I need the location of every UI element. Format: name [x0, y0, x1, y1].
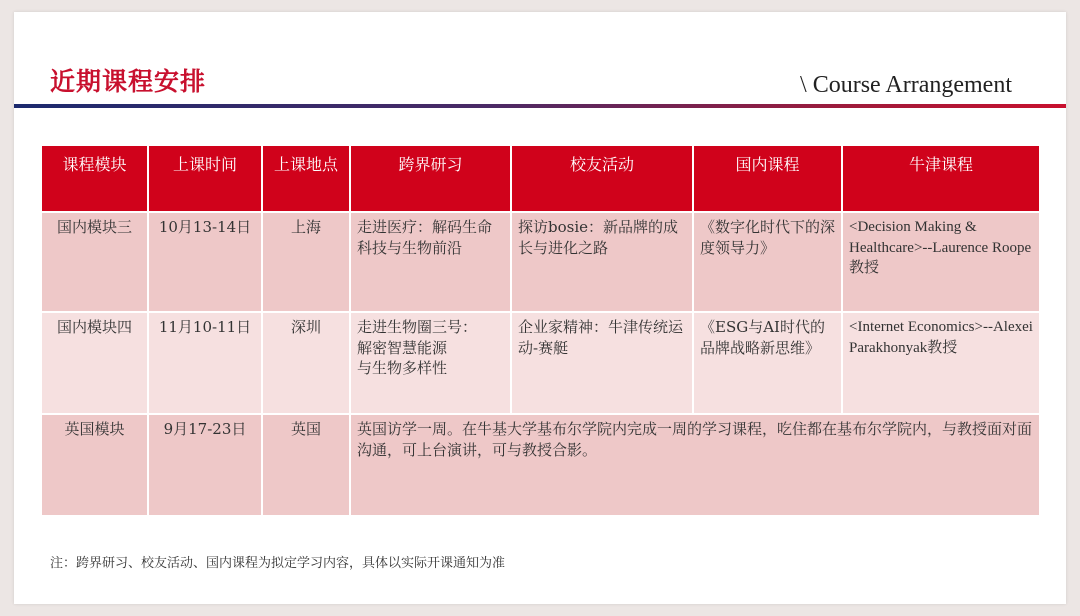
- cell-module: 国内模块四: [41, 312, 148, 414]
- cell-domestic: 《ESG与AI时代的品牌战略新思维》: [693, 312, 842, 414]
- cell-alumni: 探访bosie：新品牌的成长与进化之路: [511, 212, 693, 312]
- page-title: 近期课程安排: [50, 67, 207, 96]
- header-crossover: 跨界研习: [350, 145, 511, 212]
- cell-place: 上海: [262, 212, 350, 312]
- cell-crossover: 走进医疗：解码生命科技与生物前沿: [350, 212, 511, 312]
- cell-oxford: <Decision Making & Healthcare>--Laurence Roope教授: [842, 212, 1040, 312]
- table-row: [41, 312, 1040, 414]
- table-row: [41, 212, 1040, 312]
- footnote: 注：跨界研习、校友活动、国内课程为拟定学习内容，具体以实际开课通知为准: [50, 556, 506, 571]
- cell-crossover: 走进生物圈三号： 解密智慧能源 与生物多样性: [350, 312, 511, 414]
- cell-oxford: <Internet Economics>--Alexei Parakhonyak教授: [842, 312, 1040, 414]
- header-module: 课程模块: [41, 145, 148, 212]
- page-subtitle: \ Course Arrangement: [800, 72, 1012, 98]
- cell-domestic: 《数字化时代下的深度领导力》: [693, 212, 842, 312]
- cell-place: 英国: [262, 414, 350, 516]
- header-time: 上课时间: [148, 145, 262, 212]
- slide: [14, 12, 1066, 604]
- cell-alumni: 企业家精神：牛津传统运动-赛艇: [511, 312, 693, 414]
- cell-module: 英国模块: [41, 414, 148, 516]
- header-alumni: 校友活动: [511, 145, 693, 212]
- cell-place: 深圳: [262, 312, 350, 414]
- table-row: [41, 414, 1040, 516]
- cell-uk-description: 英国访学一周。在牛基大学基布尔学院内完成一周的学习课程，吃住都在基布尔学院内，与教授面对面沟通，可上台演讲，可与教授合影。: [350, 414, 1040, 516]
- title-divider: [14, 104, 1066, 108]
- cell-time: 10月13-14日: [148, 212, 262, 312]
- course-table: [40, 144, 1041, 517]
- cell-time: 9月17-23日: [148, 414, 262, 516]
- table-header-row: [41, 145, 1040, 212]
- header-domestic: 国内课程: [693, 145, 842, 212]
- cell-time: 11月10-11日: [148, 312, 262, 414]
- cell-module: 国内模块三: [41, 212, 148, 312]
- header-place: 上课地点: [262, 145, 350, 212]
- header-oxford: 牛津课程: [842, 145, 1040, 212]
